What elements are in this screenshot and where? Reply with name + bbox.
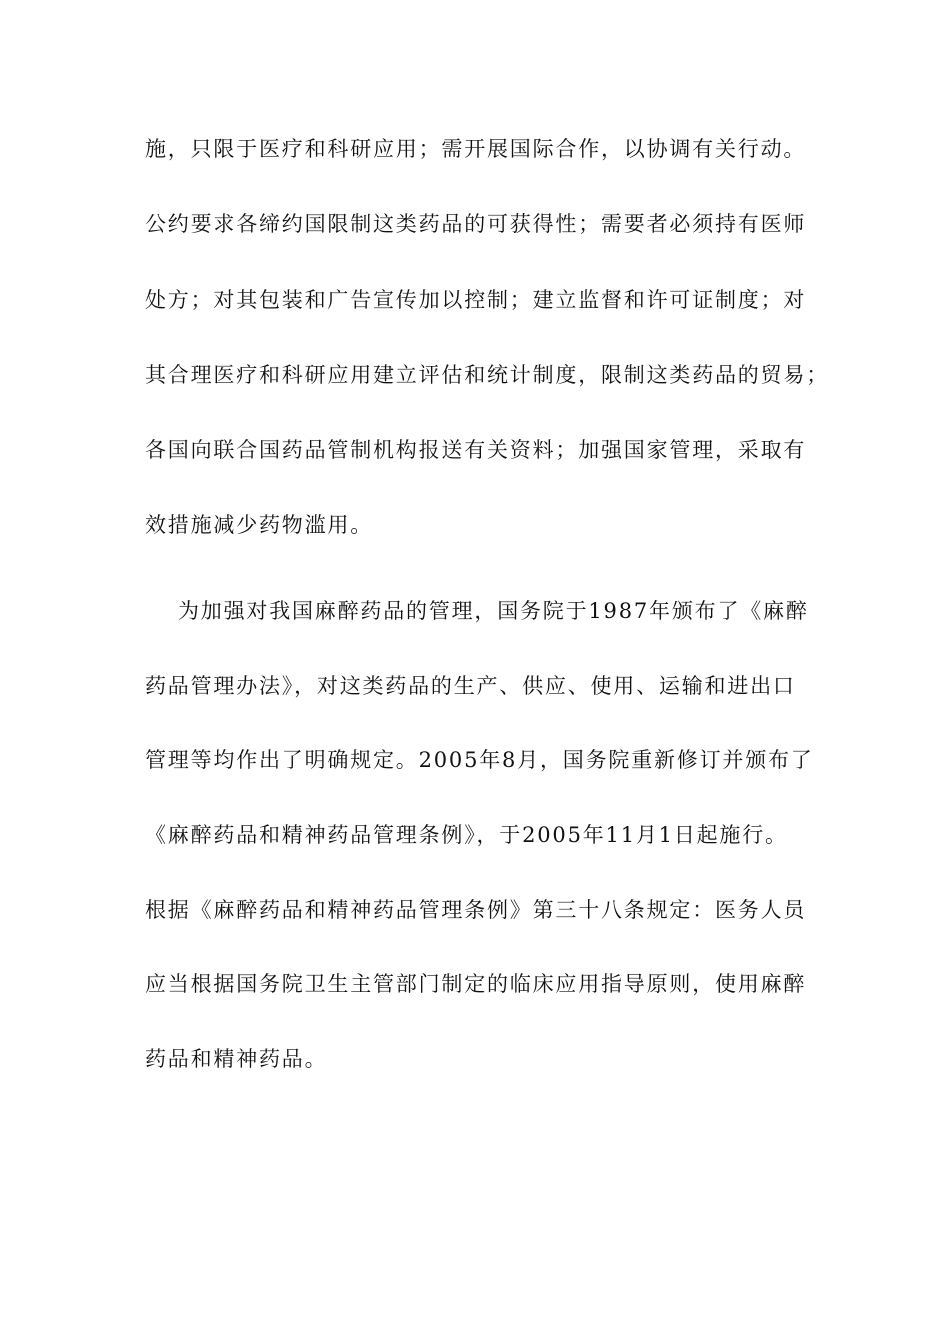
text-line-5: 各国向联合国药品管制机构报送有关资料；加强国家管理，采取有	[145, 438, 807, 462]
text-line-3: 处方；对其包装和广告宣传加以控制；建立监督和许可证制度；对	[145, 288, 807, 312]
paragraph-2-line-3: 管理等均作出了明确规定。2005年8月，国务院重新修订并颁布了	[145, 748, 814, 772]
paragraph-2-line-2: 药品管理办法》，对这类药品的生产、供应、使用、运输和进出口	[145, 674, 796, 698]
text-line-6: 效措施减少药物滥用。	[145, 513, 373, 537]
text-line-1: 施，只限于医疗和科研应用；需开展国际合作，以协调有关行动。	[145, 137, 807, 161]
text-line-4: 其合理医疗和科研应用建立评估和统计制度，限制这类药品的贸易；	[145, 363, 829, 387]
paragraph-2-line-5: 根据《麻醉药品和精神药品管理条例》第三十八条规定：医务人员	[145, 898, 807, 922]
text-line-2: 公约要求各缔约国限制这类药品的可获得性；需要者必须持有医师	[145, 212, 807, 236]
paragraph-2-line-6: 应当根据国务院卫生主管部门制定的临床应用指导原则，使用麻醉	[145, 972, 807, 996]
paragraph-2-line-1: 为加强对我国麻醉药品的管理，国务院于1987年颁布了《麻醉	[178, 599, 809, 623]
paragraph-2-line-7: 药品和精神药品。	[145, 1047, 328, 1071]
paragraph-2-line-4: 《麻醉药品和精神药品管理条例》，于2005年11月1日起施行。	[145, 823, 788, 847]
